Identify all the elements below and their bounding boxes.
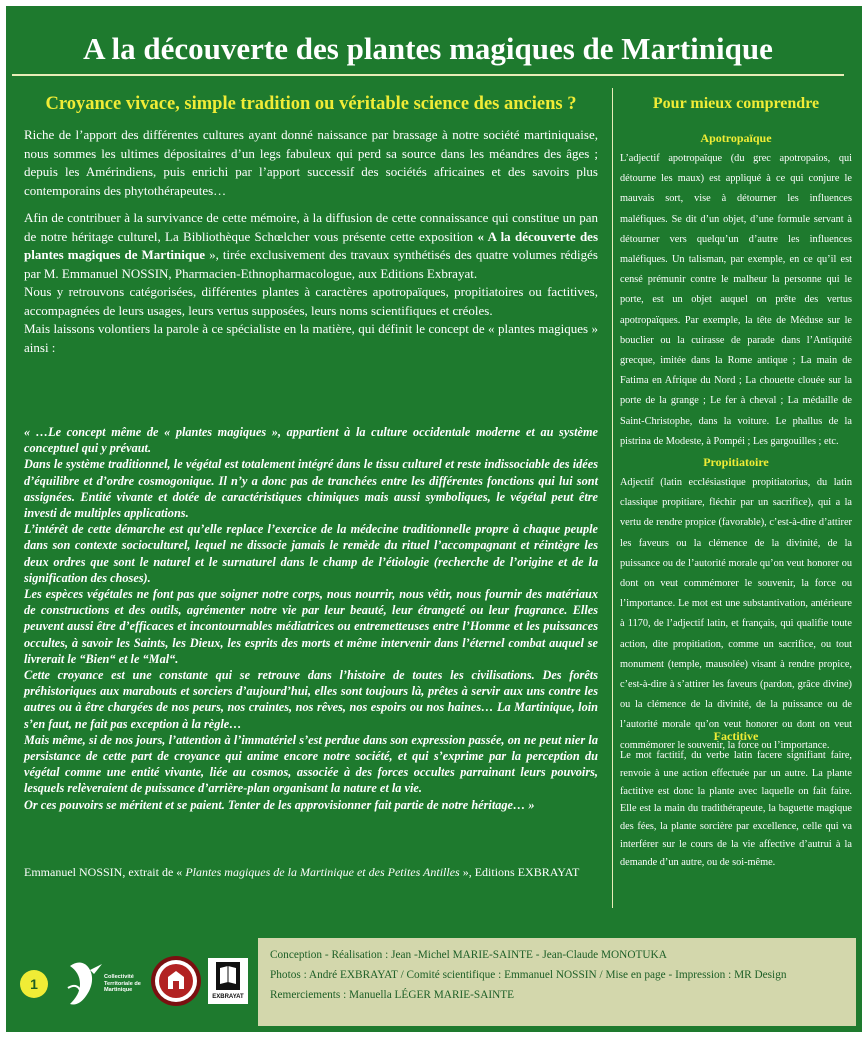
citation [24, 864, 598, 880]
column-divider [612, 88, 613, 908]
glossary-entry-propitiatoire [620, 454, 852, 756]
quote-paragraph: Les espèces végétales ne font pas que soigner notre corps, nous nourrir, nous vêtir, nous fournir des matériaux de constructions et des outils, agrémenter notre vie par leur beauté, leur étrangeté ou leur fragrance. Elles peuvent aussi être d’efficaces et incontournables médiatrices ou entremetteuses entre l’Homme et les puissances occultes, à savoir les Saints, les Dieux, les esprits des morts et même intervenir dans l’éternel combat auquel se livrerait le “Bien“ et le “Mal“. [24, 587, 598, 666]
glossary-entry-factitive [620, 728, 852, 872]
quote-paragraph: Dans le système traditionnel, le végétal est totalement intégré dans le tissu culturel et reste indissociable des idées d’équilibre et d’ordre cosmogonique. Il n’y a donc pas de tranchées entre les différentes fonctions qui lui sont assignées. Entité vivante et dotée de caractéristiques chimiques mais aussi symboliques, le végétal peut être investi de multiples applications. [24, 457, 598, 521]
quote-paragraph: Or ces pouvoirs se méritent et se paient. Tenter de les approvisionner fait partie de notre héritage… » [24, 797, 535, 812]
citation-publisher: », Editions EXBRAYAT [459, 865, 580, 879]
credits-box [258, 938, 856, 1026]
page-title: A la découverte des plantes magiques de Martinique [83, 31, 773, 66]
glossary-term: Apotropaïque [700, 131, 772, 145]
intro-paragraph: Mais laissons volontiers la parole à ce spécialiste en la matière, qui définit le concept de « plantes magiques » ainsi : [24, 321, 598, 355]
credits-line: Photos : André EXBRAYAT / Comité scientifique : Emmanuel NOSSIN / Mise en page - Impression : MR Design [270, 968, 787, 981]
exbrayat-logo-text: EXBRAYAT [212, 994, 244, 1000]
collectivite-logo-text: Collectivité Territoriale de Martinique [104, 974, 141, 993]
quote-paragraph: « …Le concept même de « plantes magiques », appartient à la culture occidentale moderne et au système conceptuel qui y prévaut. [24, 425, 598, 456]
intro-text-span: », tirée exclusivement des travaux synthétisés des quatre volumes rédigés par M. Emmanuel NOSSIN, Pharmacien-Ethnopharmacologue, aux Editions Exbrayat. [24, 247, 598, 281]
quote-paragraph: L’intérêt de cette démarche est qu’elle replace l’exercice de la médecine traditionnelle propre à chaque peuple dans son contexte socioculturel, lequel ne dissocie jamais le remède du rituel l’accompagnant et réintègre les deux ordres que sont le naturel et le surnaturel dans le champ de l’étiologie (recherche de l’origine et de la signification des choses). [24, 522, 598, 585]
exbrayat-logo [208, 958, 248, 1004]
glossary-definition: L’adjectif apotropaïque (du grec apotropaios, qui détourne les maux) est appliqué à ce qui conjure le mauvais sort, vise à détourner les influences maléfiques. Se dit d’un objet, d’une formule servant à détourner vers quelqu’un d’autre les influences maléfiques. Un talisman, par exemple, en ce qu’il est censé prémunir contre le malheur la personne qui le porte, est un objet auquel on prête des vertus apotropaïques. Par exemple, la tête de Méduse sur le bouclier ou la cuirasse de parade dans l’Antiquité grecque, imitée dans la Rome antique ; La main de Fatima en Afrique du Nord ; La chouette clouée sur la porte de la grange ; Le fer à cheval ; La médaille de Saint-Christophe, dans la voiture. Le phallus de la pistrina de Modeste, à Pompéi ; Les gargouilles ; etc. [620, 153, 852, 447]
glossary-definition: Le mot factitif, du verbe latin facere signifiant faire, renvoie à une action effectuée par un autre. La plante factitive est donc la plante avec laquelle on fait faire. Elle est la main du tradithérapeute, la baguette magique des fées, la plante sorcière par excellence, celle qui va interférer sur le cours de la vie affective d’autrui à la demande d’un autre, ou de soi-même. [620, 750, 852, 868]
main-column [24, 84, 598, 908]
intro-paragraph: Riche de l’apport des différentes cultures ayant donné naissance par brassage à notre société martiniquaise, nous sommes les ultimes dépositaires d’un legs fabuleux qui perd sa source dans les méandres des âges ; depuis les Amérindiens, puis enrichi par l’apport successif des sociétés africaines et des savoirs plus contemporains des phytothérapeutes… [24, 127, 598, 198]
quote-paragraph: Cette croyance est une constante qui se retrouve dans l’histoire de toutes les civilisations. Des forêts préhistoriques aux marabouts et sorciers d’aujourd’hui, elles sont toujours là, prêtes à servir aux uns contre les autres ou à être chargées de nos peurs, nos craintes, nos rêves, nos espoirs ou nos haines… La Martinique, loin s’en faut, ne fait pas exception à la règle… [24, 668, 598, 731]
credits-line: Conception - Réalisation : Jean -Michel MARIE-SAINTE - Jean-Claude MONOTUKA [270, 949, 667, 961]
citation-author: Emmanuel NOSSIN, extrait de « [24, 865, 186, 879]
book-icon [214, 960, 242, 992]
quote-paragraph: Mais même, si de nos jours, l’attention à l’immatériel s’est perdue dans son expression passée, on ne peut nier la persistance de cette part de croyance qui anime encore notre société, et qui s’exprime par la perception du végétal comme une entité vivante, liée au cosmos, associée à des forces occultes parrainant leurs pouvoirs, lesquels relèveraient de puissance d’arrière-plan organisant la nature et la vie. [24, 732, 598, 796]
title-divider [12, 74, 844, 76]
hummingbird-icon [64, 958, 104, 1008]
intro-paragraph: Nous y retrouvons catégorisées, différentes plantes à caractères apotropaïques, propitiatoires ou factitives, accompagnées de leurs usages, leurs vertus supposées, leurs noms scientifiques et créoles. [24, 284, 598, 318]
section-subtitle: Croyance vivace, simple tradition ou véritable science des anciens ? [45, 94, 577, 114]
glossary-term: Propitiatoire [703, 455, 769, 469]
citation-book: Plantes magiques de la Martinique et des Petites Antilles [185, 865, 460, 879]
bibliotheque-schoelcher-seal [150, 955, 202, 1007]
credits-line: Remerciements : Manuella LÉGER MARIE-SAINTE [270, 988, 515, 1001]
author-quote [24, 424, 598, 813]
glossary-definition: Adjectif (latin ecclésiastique propitiatorius, du latin classique propitiare, fléchir par un sacrifice), qui a la vertu de rendre propice (favorable), c’est-à-dire d’attirer les faveurs ou la clémence de la divinité, de la puissance ou de l’autorité morale qu’on veut honorer ou dont on veut commémorer le souvenir, la force ou l’importance. Le mot est une substantivation, antérieure à 1170, de l’adjectif latin, et français, qui qualifie toute action, dite propitiation, comme un sacrifice, ou tout monument (temple, mausolée) visant à rendre propice, c’est-à-dire à s’attirer les faveurs (pardon, grâce divine) ou la clémence de la divinité, de la puissance ou de l’autorité morale qu’on veut honorer ou dont on veut commémorer le souvenir, la force ou l’importance. [620, 477, 852, 751]
glossary-entry-apotropaique [620, 130, 852, 452]
glossary-sidebar [620, 84, 852, 924]
intro-text [24, 126, 598, 357]
sidebar-title: Pour mieux comprendre [652, 95, 820, 112]
intro-text-span: Afin de contribuer à la survivance de cette mémoire, à la diffusion de cette connaissance qui constitue un pan de notre héritage culturel, La Bibliothèque Schœlcher vous présente cette exposition [24, 210, 598, 244]
page-number-badge: 1 [20, 970, 48, 998]
intro-paragraph [24, 209, 598, 283]
exhibition-title-bold: « A la découverte des plantes magiques de Martinique [24, 228, 598, 262]
glossary-term: Factitive [713, 729, 759, 743]
collectivite-logo [64, 958, 144, 1008]
